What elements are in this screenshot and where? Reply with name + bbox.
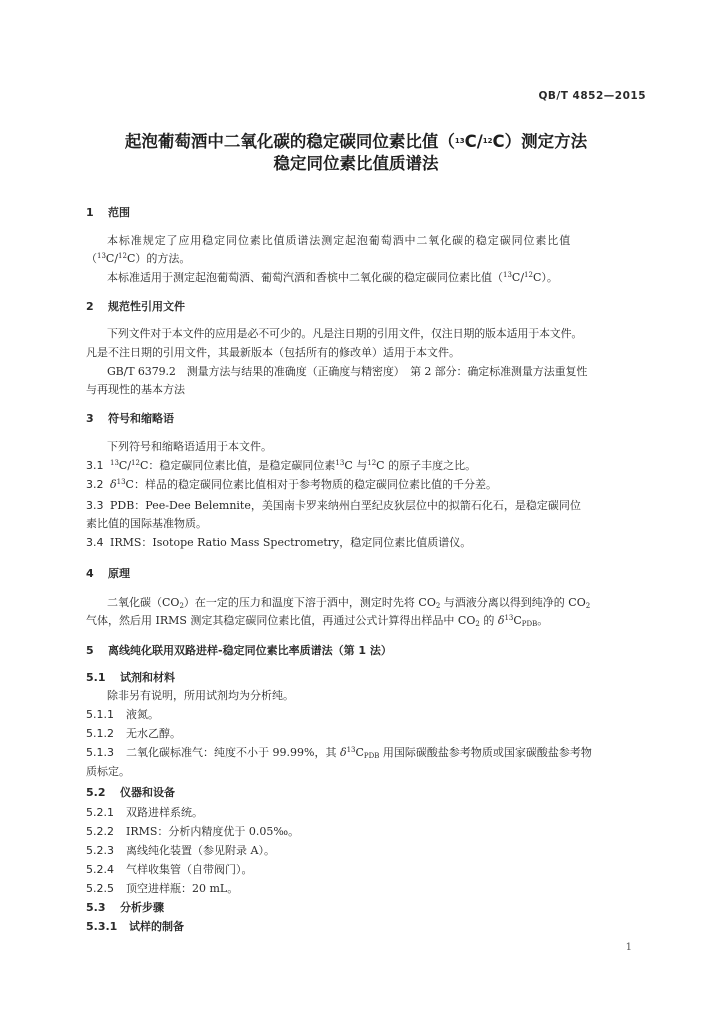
section-5-heading: 5 离线纯化联用双路进样-稳定同位素比率质谱法（第 1 法） — [86, 644, 392, 657]
normative-reference-cont: 与再现性的基本方法 — [86, 383, 185, 396]
clause-3-2: 3.2 $\delta^{13}C$：样品的稳定碳同位素比值相对于参考物质的稳定碳同位素比值的千分差。 — [86, 478, 497, 491]
clause-3-3: 3.3 PDB：Pee-Dee Belemnite，美国南卡罗来纳州白垩纪皮狄层位中的拟箭石化石，是稳定碳同位 — [86, 499, 581, 512]
section-1-heading: 1 范围 — [86, 206, 130, 219]
normative-reference: GB/T 6379.2 测量方法与结果的准确度（正确度与精密度） 第 2 部分：确定标准测量方法重复性 — [107, 365, 588, 378]
clause-5-2-5: 5.2.5 顶空进样瓶：20 mL。 — [86, 882, 239, 895]
section-5-2-heading: 5.2 仪器和设备 — [86, 786, 175, 799]
document-title-line2: 稳定同位素比值质谱法 — [273, 154, 439, 173]
clause-5-1-3-cont: 质标定。 — [86, 765, 130, 778]
page-number: 1 — [625, 942, 632, 953]
section-5-1-heading: 5.1 试剂和材料 — [86, 671, 175, 684]
section-4-paragraph-1: 二氧化碳$(CO_2)$在一定的压力和温度下溶于酒中，测定时先将 $CO_2$ 与酒液分离以得到纯净的 $CO_2$ — [107, 596, 591, 610]
clause-5-1-1: 5.1.1 液氮。 — [86, 708, 159, 721]
clause-3-3-cont: 素比值的国际基准物质。 — [86, 517, 207, 530]
section-5-3-heading: 5.3 分析步骤 — [86, 901, 164, 914]
section-3-intro: 下列符号和缩略语适用于本文件。 — [107, 440, 272, 453]
clause-5-1-3: 5.1.3 二氧化碳标准气：纯度不小于 99.99%，其 $\delta^{13}C_{PDB}$ 用国际碳酸盐参考物质或国家碳酸盐参考物 — [86, 746, 592, 760]
clause-3-1: 3.1 $^{13}$C/$^{12}$C：稳定碳同位素比值，是稳定碳同位素$^{13}$C 与$^{12}$C 的原子丰度之比。 — [86, 459, 477, 472]
clause-5-1-2: 5.1.2 无水乙醇。 — [86, 727, 181, 740]
section-3-heading: 3 符号和缩略语 — [86, 412, 174, 425]
section-1-paragraph-2: 本标准适用于测定起泡葡萄酒、葡萄汽酒和香槟中二氧化碳的稳定碳同位素比值（$^{13}$C/$^{12}$C）。 — [107, 271, 558, 284]
section-4-heading: 4 原理 — [86, 567, 130, 580]
clause-5-2-4: 5.2.4 气样收集管（自带阀门）。 — [86, 863, 253, 876]
clause-3-4: 3.4 IRMS：Isotope Ratio Mass Spectrometry，稳定同位素比值质谱仪。 — [86, 536, 472, 549]
section-5-1-paragraph: 除非另有说明，所用试剂均为分析纯。 — [107, 689, 294, 702]
section-2-paragraph-1-cont: 凡是不注日期的引用文件，其最新版本（包括所有的修改单）适用于本文件。 — [86, 346, 460, 359]
standard-number: QB/T 4852—2015 — [538, 90, 646, 102]
section-4-paragraph-1-cont: 气体，然后用 IRMS 测定其稳定碳同位素比值，再通过公式计算得出样品中 $CO_2$ 的 $\delta^{13}C_{PDB}$。 — [86, 614, 549, 628]
section-1-paragraph-1-cont: （$^{13}$C/$^{12}$C）的方法。 — [86, 252, 191, 265]
clause-5-2-2: 5.2.2 IRMS：分析内精度优于 0.05‰。 — [86, 825, 300, 838]
document-title-line1: 起泡葡萄酒中二氧化碳的稳定碳同位素比值（$^{13}$C/$^{12}$C）测定方法 — [124, 132, 588, 151]
section-1-paragraph-1: 本标准规定了应用稳定同位素比值质谱法测定起泡葡萄酒中二氧化碳的稳定碳同位素比值 — [107, 234, 572, 247]
section-2-heading: 2 规范性引用文件 — [86, 300, 185, 313]
clause-5-2-3: 5.2.3 离线纯化装置（参见附录 A）。 — [86, 844, 275, 857]
section-2-paragraph-1: 下列文件对于本文件的应用是必不可少的。凡是注日期的引用文件，仅注日期的版本适用于本文件。 — [107, 327, 583, 340]
clause-5-2-1: 5.2.1 双路进样系统。 — [86, 806, 203, 819]
section-5-3-1-heading: 5.3.1 试样的制备 — [86, 920, 184, 933]
